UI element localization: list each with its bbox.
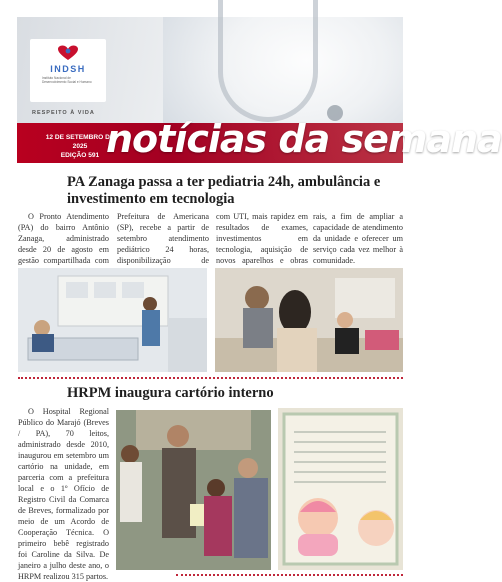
article-1-text-1: O Pronto Atendimento (PA) do bairro Antônio Zanaga, administrado desde 20 de agosto em gestão compartilhada com xyxy=(18,212,109,265)
cartorio-ceremony-photo xyxy=(116,410,271,570)
article-1-column-2: Prefeitura de Americana (SP), recebe a partir de setembro atendimento pediátrico 24 horas, disponibilização de xyxy=(117,212,209,265)
stethoscope-image xyxy=(218,0,318,122)
masthead-banner xyxy=(17,17,502,163)
logo-subtitle: Instituto Nacional de Desenvolvimento Social e Humano xyxy=(42,76,92,84)
logo-name: INDSH xyxy=(50,64,86,74)
logo-tagline: RESPEITO À VIDA xyxy=(32,110,95,116)
medical-consultation-photo xyxy=(215,268,403,372)
article-2-column-1 xyxy=(18,406,109,582)
ambulance-interior-photo xyxy=(18,268,207,372)
article-1-column-4: rais, a fim de ampliar a capacidade de atendimento da unidade e oferecer um serviço cada vez melhor à comunidade. xyxy=(313,212,403,265)
section-divider-bottom xyxy=(176,574,403,576)
article-1-headline: PA Zanaga passa a ter pediatria 24h, ambulância e investimento em tecnologia xyxy=(67,174,381,207)
article-2-text: O Hospital Regional Público do Marajó (Breves / PA), 70 leitos, administrado desde 2010, inaugurou em setembro um cartório na unidade, em parceria com a prefeitura local e o 1º Ofício de Registro Civil da Comarca de Breves, formalizado por meio de um Acordo de Cooperação Técnica. O primeiro bebê registrado foi Caroline da Silva. De janeiro a julho deste ano, o HRPM realizou 315 partos. xyxy=(18,407,109,581)
article-1-column-3: com UTI, mais rapidez em resultados de exames, investimentos em tecnologia, aquisição de novos aparelhos e obras xyxy=(216,212,308,265)
issue-number: EDIÇÃO 591 xyxy=(60,152,100,159)
indsh-logo xyxy=(30,39,106,102)
masthead-title: notícias da semana xyxy=(106,117,502,161)
heart-people-icon xyxy=(57,45,79,61)
issue-date: 12 DE SETEMBRO DE 2025 xyxy=(45,134,115,150)
article-2-headline: HRPM inaugura cartório interno xyxy=(67,385,274,401)
birth-certificate-image xyxy=(278,408,403,570)
section-divider xyxy=(18,377,403,379)
